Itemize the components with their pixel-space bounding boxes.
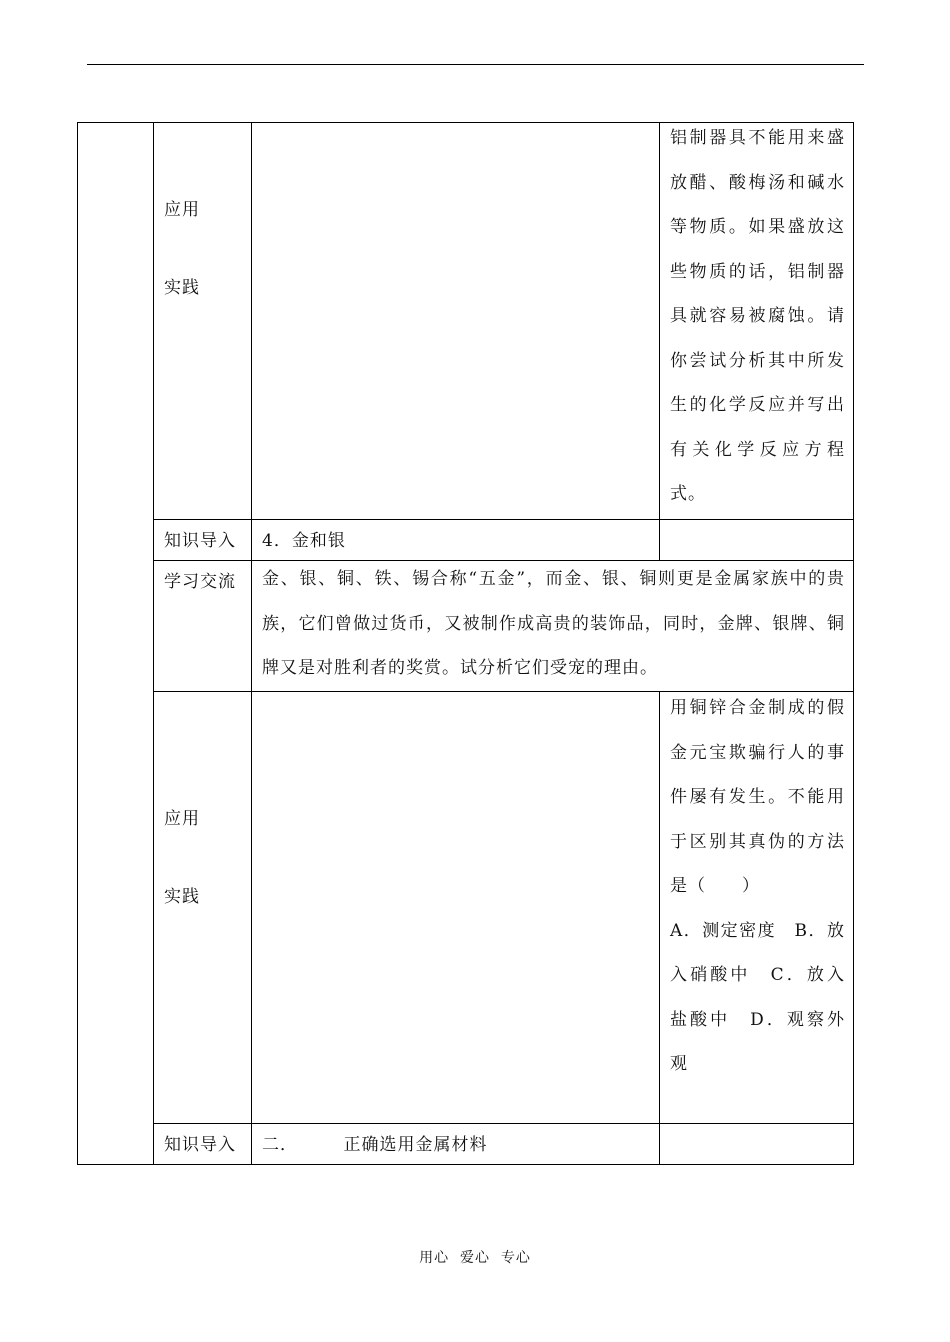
row5-label: 知识导入 — [164, 1135, 236, 1155]
row2-right-cell — [659, 519, 854, 561]
header-rule — [87, 64, 864, 65]
row1-label-cell — [153, 122, 252, 520]
row4-right-cell — [659, 691, 854, 1124]
row3-label: 学习交流 — [164, 572, 236, 592]
row3-content-cell — [251, 560, 854, 692]
row1-label-line2: 实践 — [164, 278, 200, 298]
page-footer: 用心 爱心 专心 — [419, 1250, 531, 1266]
row5-right-cell — [659, 1123, 854, 1165]
row4-middle-cell — [251, 691, 660, 1124]
row2-content: 4．金和银 — [262, 531, 346, 551]
row1-question-text: 铝制器具不能用来盛放醋、酸梅汤和碱水等物质。如果盛放这些物质的话，铝制器具就容易被腐蚀。请你尝试分析其中所发生的化学反应并写出有关化学反应方程式。 — [670, 128, 845, 504]
outer-left-column — [77, 122, 154, 1165]
row3-label-cell — [153, 560, 252, 692]
row1-label-line1: 应用 — [164, 200, 200, 220]
row5-label-cell — [153, 1123, 252, 1165]
row4-label-cell — [153, 691, 252, 1124]
row4-question: 用铜锌合金制成的假金元宝欺骗行人的事件屡有发生。不能用于区别其真伪的方法是（ ） — [670, 698, 845, 896]
row4-label-line2: 实践 — [164, 887, 200, 907]
row1-right-cell — [659, 122, 854, 520]
row2-label-cell — [153, 519, 252, 561]
row5-content: 二． 正确选用金属材料 — [262, 1135, 488, 1155]
row4-label-line1: 应用 — [164, 809, 200, 829]
row2-middle-cell — [251, 519, 660, 561]
row3-content: 金、银、铜、铁、锡合称“五金”，而金、银、铜则更是金属家族中的贵族，它们曾做过货币，又被制作成高贵的装饰品，同时，金牌、银牌、铜牌又是对胜利者的奖赏。试分析它们受宠的理由。 — [262, 569, 845, 678]
row5-middle-cell — [251, 1123, 660, 1165]
row1-middle-cell — [251, 122, 660, 520]
row2-label: 知识导入 — [164, 531, 236, 551]
row4-options: A．测定密度 B．放入硝酸中 C．放入盐酸中 D．观察外观 — [670, 920, 845, 1074]
